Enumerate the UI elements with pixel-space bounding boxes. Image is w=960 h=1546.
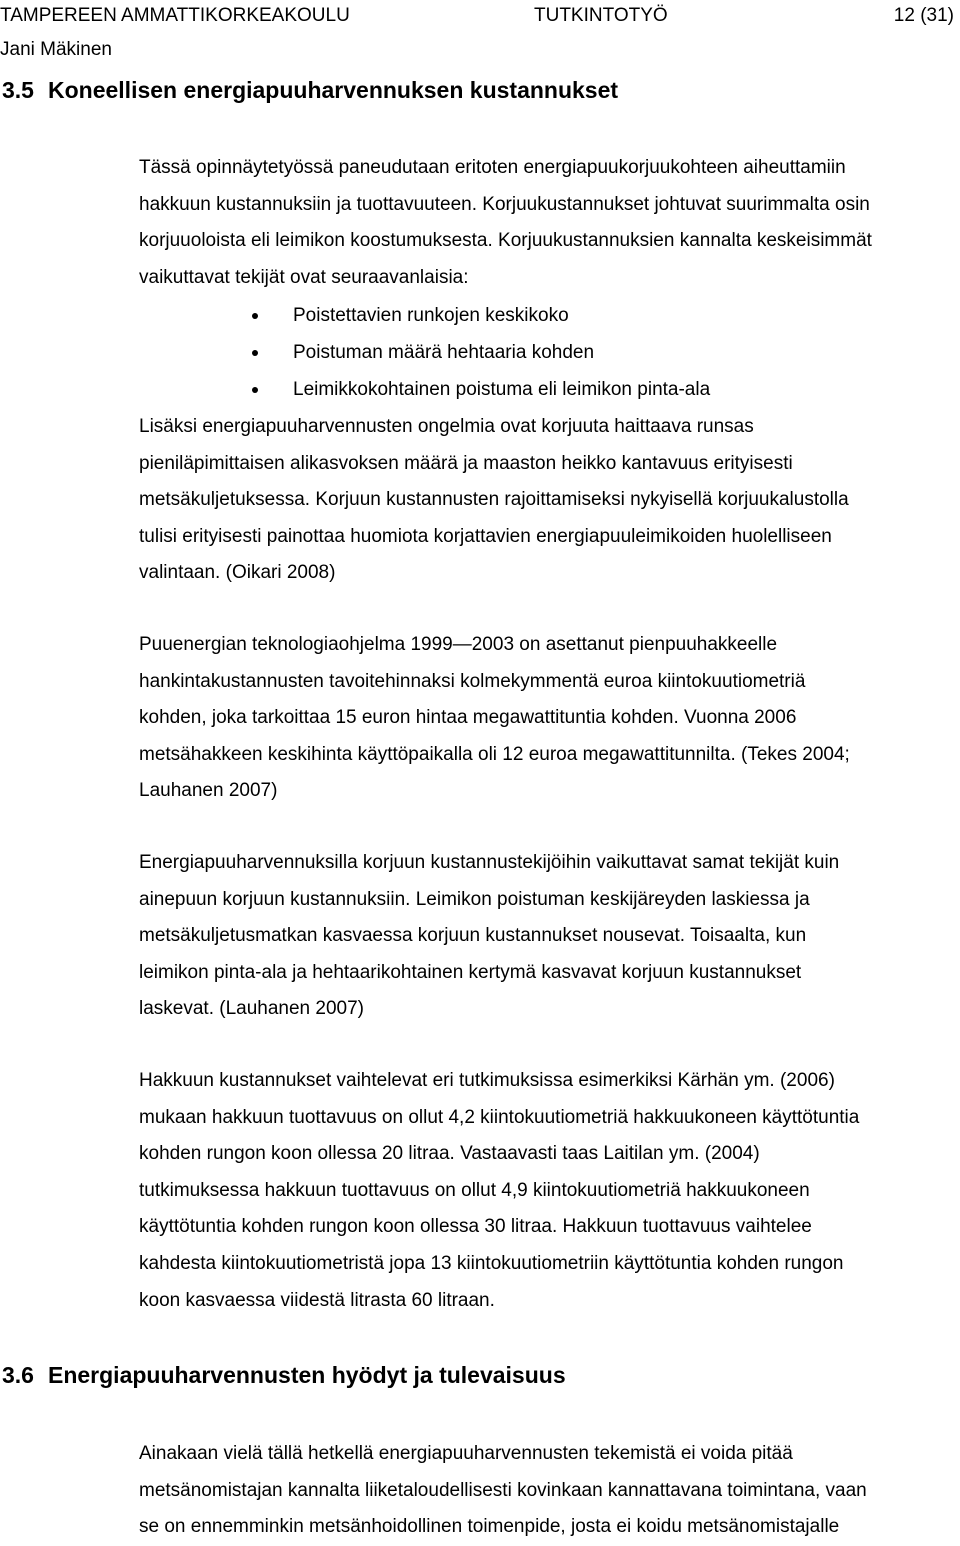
bullet-icon <box>252 387 258 393</box>
bullet-list-cost-factors <box>250 297 710 408</box>
text-line: kohden rungon koon ollessa 20 litraa. Vastaavasti taas Laitilan ym. (2004) <box>139 1143 760 1165</box>
text-line: se on ennemminkin metsänhoidollinen toimenpide, josta ei koidu metsänomistajalle <box>139 1516 840 1538</box>
text-line: ainepuun korjuun kustannuksiin. Leimikon poistuman keskijäreyden laskiessa ja <box>139 888 810 910</box>
list-item: Leimikkokohtainen poistuma eli leimikon pinta-ala <box>250 371 710 408</box>
text-line: tulisi erityisesti painottaa huomiota korjattavien energiapuuleimikoiden huolelliseen <box>139 525 832 547</box>
text-line: käyttötuntia kohden rungon koon ollessa 30 litraa. Hakkuun tuottavuus vaihtelee <box>139 1216 812 1238</box>
text-line: korjuuoloista eli leimikon koostumuksesta. Korjuukustannuksien kannalta keskeisimmät <box>139 230 872 252</box>
header-page-number: 12 (31) <box>893 5 954 26</box>
list-item: Poistettavien runkojen keskikoko <box>250 297 710 334</box>
section-heading-3-6 <box>2 1362 566 1389</box>
section-number: 3.5 <box>2 77 34 103</box>
text-line: vaikuttavat tekijät ovat seuraavanlaisia: <box>139 266 469 288</box>
section-heading-3-5 <box>2 77 618 104</box>
text-line: metsäkuljetuksessa. Korjuun kustannusten rajoittamiseksi nykyisellä korjuukalustolla <box>139 489 849 511</box>
paragraph-productivity <box>139 1063 954 1319</box>
text-line: hankintakustannusten tavoitehinnaksi kolmekymmentä euroa kiintokuutiometriä <box>139 670 806 692</box>
text-line: valintaan. (Oikari 2008) <box>139 562 336 584</box>
paragraph-target-price <box>139 627 954 810</box>
text-line: Lauhanen 2007) <box>139 780 278 802</box>
section-title: Koneellisen energiapuuharvennuksen kustannukset <box>48 77 619 103</box>
paragraph-benefits <box>139 1436 954 1546</box>
bullet-icon <box>252 350 258 356</box>
section-title: Energiapuuharvennusten hyödyt ja tulevaisuus <box>48 1362 566 1388</box>
header-school: TAMPEREEN AMMATTIKORKEAKOULU <box>0 5 350 26</box>
text-line: Puuenergian teknologiaohjelma 1999—2003 on asettanut pienpuuhakkeelle <box>139 634 778 655</box>
text-line: Lisäksi energiapuuharvennusten ongelmia ovat korjuuta haittaava runsas <box>139 416 754 437</box>
list-item: Poistuman määrä hehtaaria kohden <box>250 334 710 371</box>
text-line: metsähakkeen keskihinta käyttöpaikalla oli 12 euroa megawattitunnilta. (Tekes 2004; <box>139 743 850 765</box>
bullet-icon <box>252 313 258 319</box>
paragraph-problems <box>139 409 954 592</box>
section-number: 3.6 <box>2 1362 34 1388</box>
text-line: metsäkuljetusmatkan kasvaessa korjuun kustannukset nousevat. Toisaalta, kun <box>139 925 807 947</box>
text-line: metsänomistajan kannalta liiketaloudellisesti kovinkaan kannattavana toimintana, vaan <box>139 1479 867 1501</box>
text-line: koon kasvaessa viidestä litrasta 60 litraan. <box>139 1289 495 1311</box>
text-line: mukaan hakkuun tuottavuus on ollut 4,2 kiintokuutiometriä hakkuukoneen käyttötuntia <box>139 1106 860 1128</box>
text-line: pieniläpimittaisen alikasvoksen määrä ja maaston heikko kantavuus erityisesti <box>139 452 793 474</box>
text-line: kohden, joka tarkoittaa 15 euron hintaa megawattituntia kohden. Vuonna 2006 <box>139 707 797 729</box>
paragraph-intro <box>139 150 954 296</box>
paragraph-cost-factors <box>139 845 954 1028</box>
header-author: Jani Mäkinen <box>0 39 112 60</box>
text-line: leimikon pinta-ala ja hehtaarikohtainen kertymä kasvavat korjuun kustannukset <box>139 961 802 983</box>
text-line: tutkimuksessa hakkuun tuottavuus on ollut 4,9 kiintokuutiometriä hakkuukoneen <box>139 1179 810 1201</box>
text-line: Hakkuun kustannukset vaihtelevat eri tutkimuksissa esimerkiksi Kärhän ym. (2006) <box>139 1070 835 1091</box>
text-line: Tässä opinnäytetyössä paneudutaan eritoten energiapuukorjuukohteen aiheuttamiin <box>139 157 846 178</box>
text-line: Ainakaan vielä tällä hetkellä energiapuuharvennusten tekemistä ei voida pitää <box>139 1443 793 1464</box>
text-line: Energiapuuharvennuksilla korjuun kustannustekijöihin vaikuttavat samat tekijät kuin <box>139 852 840 873</box>
text-line: kahdesta kiintokuutiometristä jopa 13 kiintokuutiometriin käyttötuntia kohden rungon <box>139 1252 844 1274</box>
header-doc-type: TUTKINTOTYÖ <box>534 5 668 26</box>
text-line: laskevat. (Lauhanen 2007) <box>139 998 364 1020</box>
text-line: hakkuun kustannuksiin ja tuottavuuteen. Korjuukustannukset johtuvat suurimmalta osin <box>139 193 870 215</box>
